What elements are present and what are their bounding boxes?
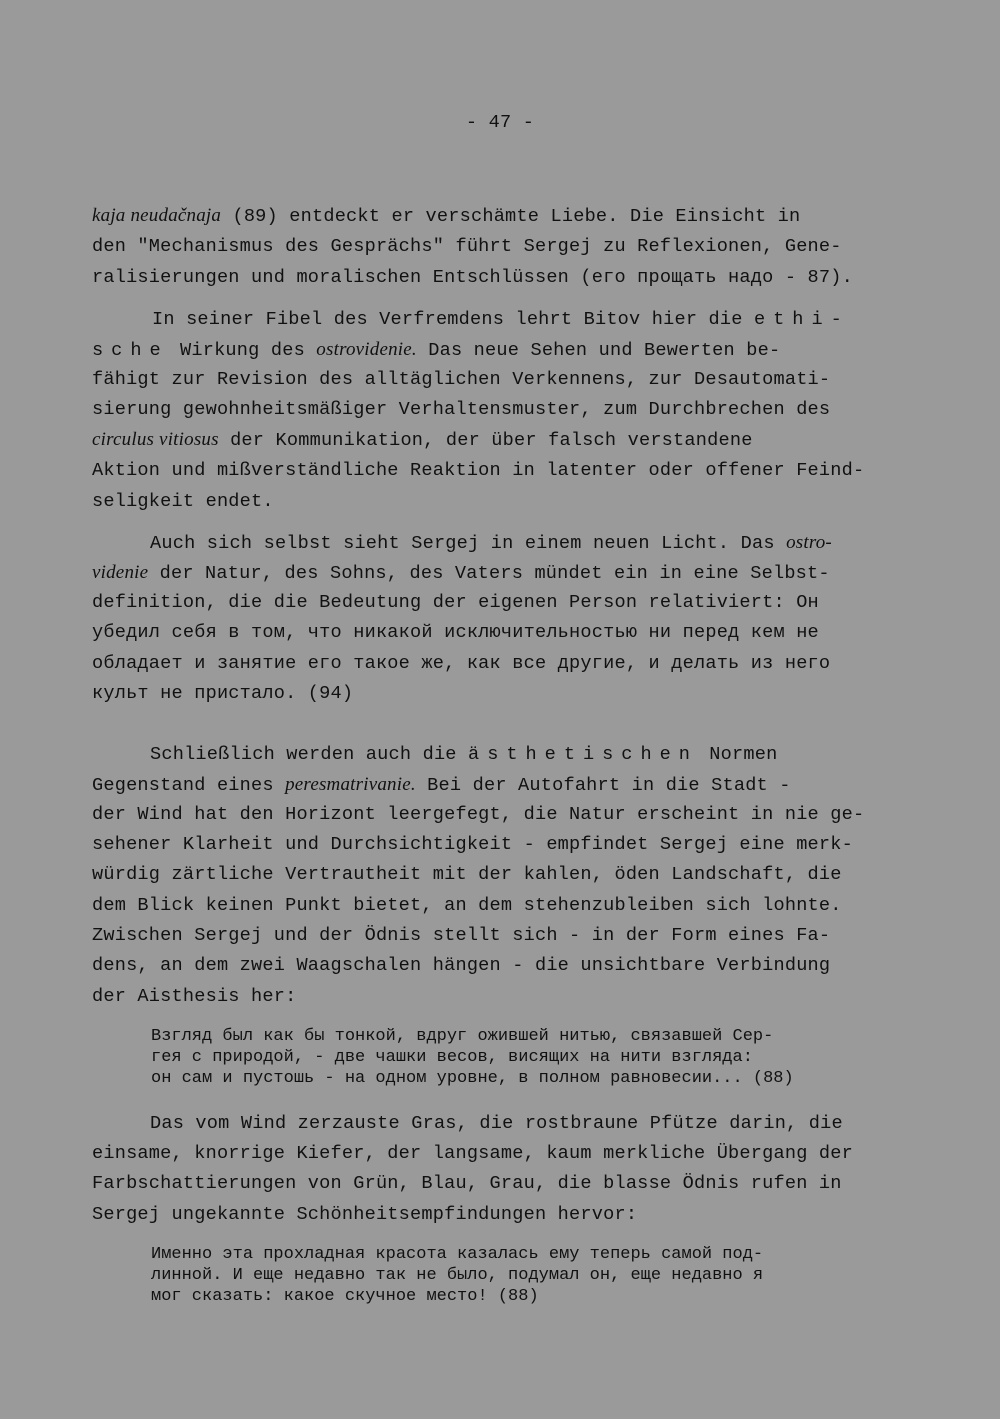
- spaced-term: ethi-: [753, 309, 850, 330]
- text-segment: der Natur, des Sohns, des Vaters mündet ein in eine Selbst-: [148, 563, 830, 584]
- italic-term: ostrovidenie.: [316, 339, 417, 360]
- text-line: dens, an dem zwei Waagschalen hängen - die unsichtbare Verbindung: [92, 955, 831, 976]
- text-line: [92, 562, 830, 585]
- text-line: definition, die die Bedeutung der eigenen Person relativiert: Он: [92, 592, 819, 613]
- text-line: seligkeit endet.: [92, 491, 274, 512]
- text-line: [150, 532, 832, 555]
- text-line: убедил себя в том, что никакой исключительностью ни перед кем не: [92, 622, 819, 643]
- text-line: [92, 429, 753, 452]
- text-segment: Normen: [697, 744, 778, 765]
- quote-line: линной. И еще недавно так не было, подумал он, еще недавно я: [151, 1266, 764, 1285]
- italic-term: videnie: [92, 562, 149, 583]
- text-segment: Schließlich werden auch die: [150, 744, 469, 765]
- text-line: würdig zärtliche Vertrautheit mit der kahlen, öden Landschaft, die: [92, 864, 842, 885]
- italic-term: kaja neudačnaja: [92, 205, 222, 226]
- text-line: [92, 339, 780, 362]
- quote-line: Именно эта прохладная красота казалась ему теперь самой под-: [151, 1245, 764, 1264]
- text-line: Sergej ungekannte Schönheitsempfindungen hervor:: [92, 1204, 638, 1225]
- text-line: fähigt zur Revision des alltäglichen Verkennens, zur Desautomati-: [92, 369, 831, 390]
- text-segment: der Kommunikation, der über falsch verstandene: [218, 430, 753, 451]
- text-segment: Wirkung des: [168, 340, 317, 361]
- text-line: der Wind hat den Horizont leergefegt, die Natur erscheint in nie ge-: [92, 804, 865, 825]
- text-line: sierung gewohnheitsmäßiger Verhaltensmuster, zum Durchbrechen des: [92, 399, 831, 420]
- text-line: [92, 774, 791, 797]
- text-segment: In seiner Fibel des Verfremdens lehrt Bitov hier die: [152, 309, 754, 330]
- text-segment: Auch sich selbst sieht Sergej in einem neuen Licht. Das: [150, 533, 787, 554]
- spaced-term: sche: [92, 340, 169, 361]
- text-line: [152, 309, 850, 331]
- text-line: einsame, knorrige Kiefer, der langsame, kaum merkliche Übergang der: [92, 1143, 853, 1164]
- text-line: Das vom Wind zerzauste Gras, die rostbraune Pfütze darin, die: [150, 1113, 843, 1134]
- italic-term: peresmatrivanie.: [285, 774, 416, 795]
- italic-term: ostro-: [786, 532, 832, 553]
- text-line: [150, 744, 777, 766]
- text-line: ralisierungen und moralischen Entschlüssen (его прощать надо - 87).: [92, 267, 853, 288]
- text-line: Farbschattierungen von Grün, Blau, Grau, die blasse Ödnis rufen in: [92, 1173, 842, 1194]
- spaced-term: ästhetischen: [468, 744, 698, 765]
- text-line: der Aisthesis her:: [92, 986, 297, 1007]
- text-line: sehener Klarheit und Durchsichtigkeit - empfindet Sergej eine merk-: [92, 834, 853, 855]
- text-segment: (89) entdeckt er verschämte Liebe. Die Einsicht in: [221, 206, 801, 227]
- text-line: dem Blick keinen Punkt bietet, an dem stehenzubleiben sich lohnte.: [92, 895, 842, 916]
- text-line: den "Mechanismus des Gesprächs" führt Sergej zu Reflexionen, Gene-: [92, 236, 842, 257]
- page-number: - 47 -: [465, 112, 535, 133]
- text-segment: Bei der Autofahrt in die Stadt -: [415, 775, 791, 796]
- text-segment: Gegenstand eines: [92, 775, 286, 796]
- quote-line: мог сказать: какое скучное место! (88): [151, 1287, 539, 1306]
- italic-term: circulus vitiosus: [92, 429, 219, 450]
- text-line: культ не пристало. (94): [92, 683, 354, 704]
- quote-line: гея с природой, - две чашки весов, висящих на нити взгляда:: [151, 1048, 753, 1067]
- text-line: [92, 205, 800, 228]
- text-line: Aktion und mißverständliche Reaktion in latenter oder offener Feind-: [92, 460, 865, 481]
- text-line: Zwischen Sergej und der Ödnis stellt sich - in der Form eines Fa-: [92, 925, 831, 946]
- quote-line: он сам и пустошь - на одном уровне, в полном равновесии... (88): [151, 1069, 794, 1088]
- text-segment: Das neue Sehen und Bewerten be-: [416, 340, 781, 361]
- text-line: обладает и занятие его такое же, как все другие, и делать из него: [92, 653, 831, 674]
- quote-line: Взгляд был как бы тонкой, вдруг ожившей нитью, связавшей Сер-: [151, 1027, 774, 1046]
